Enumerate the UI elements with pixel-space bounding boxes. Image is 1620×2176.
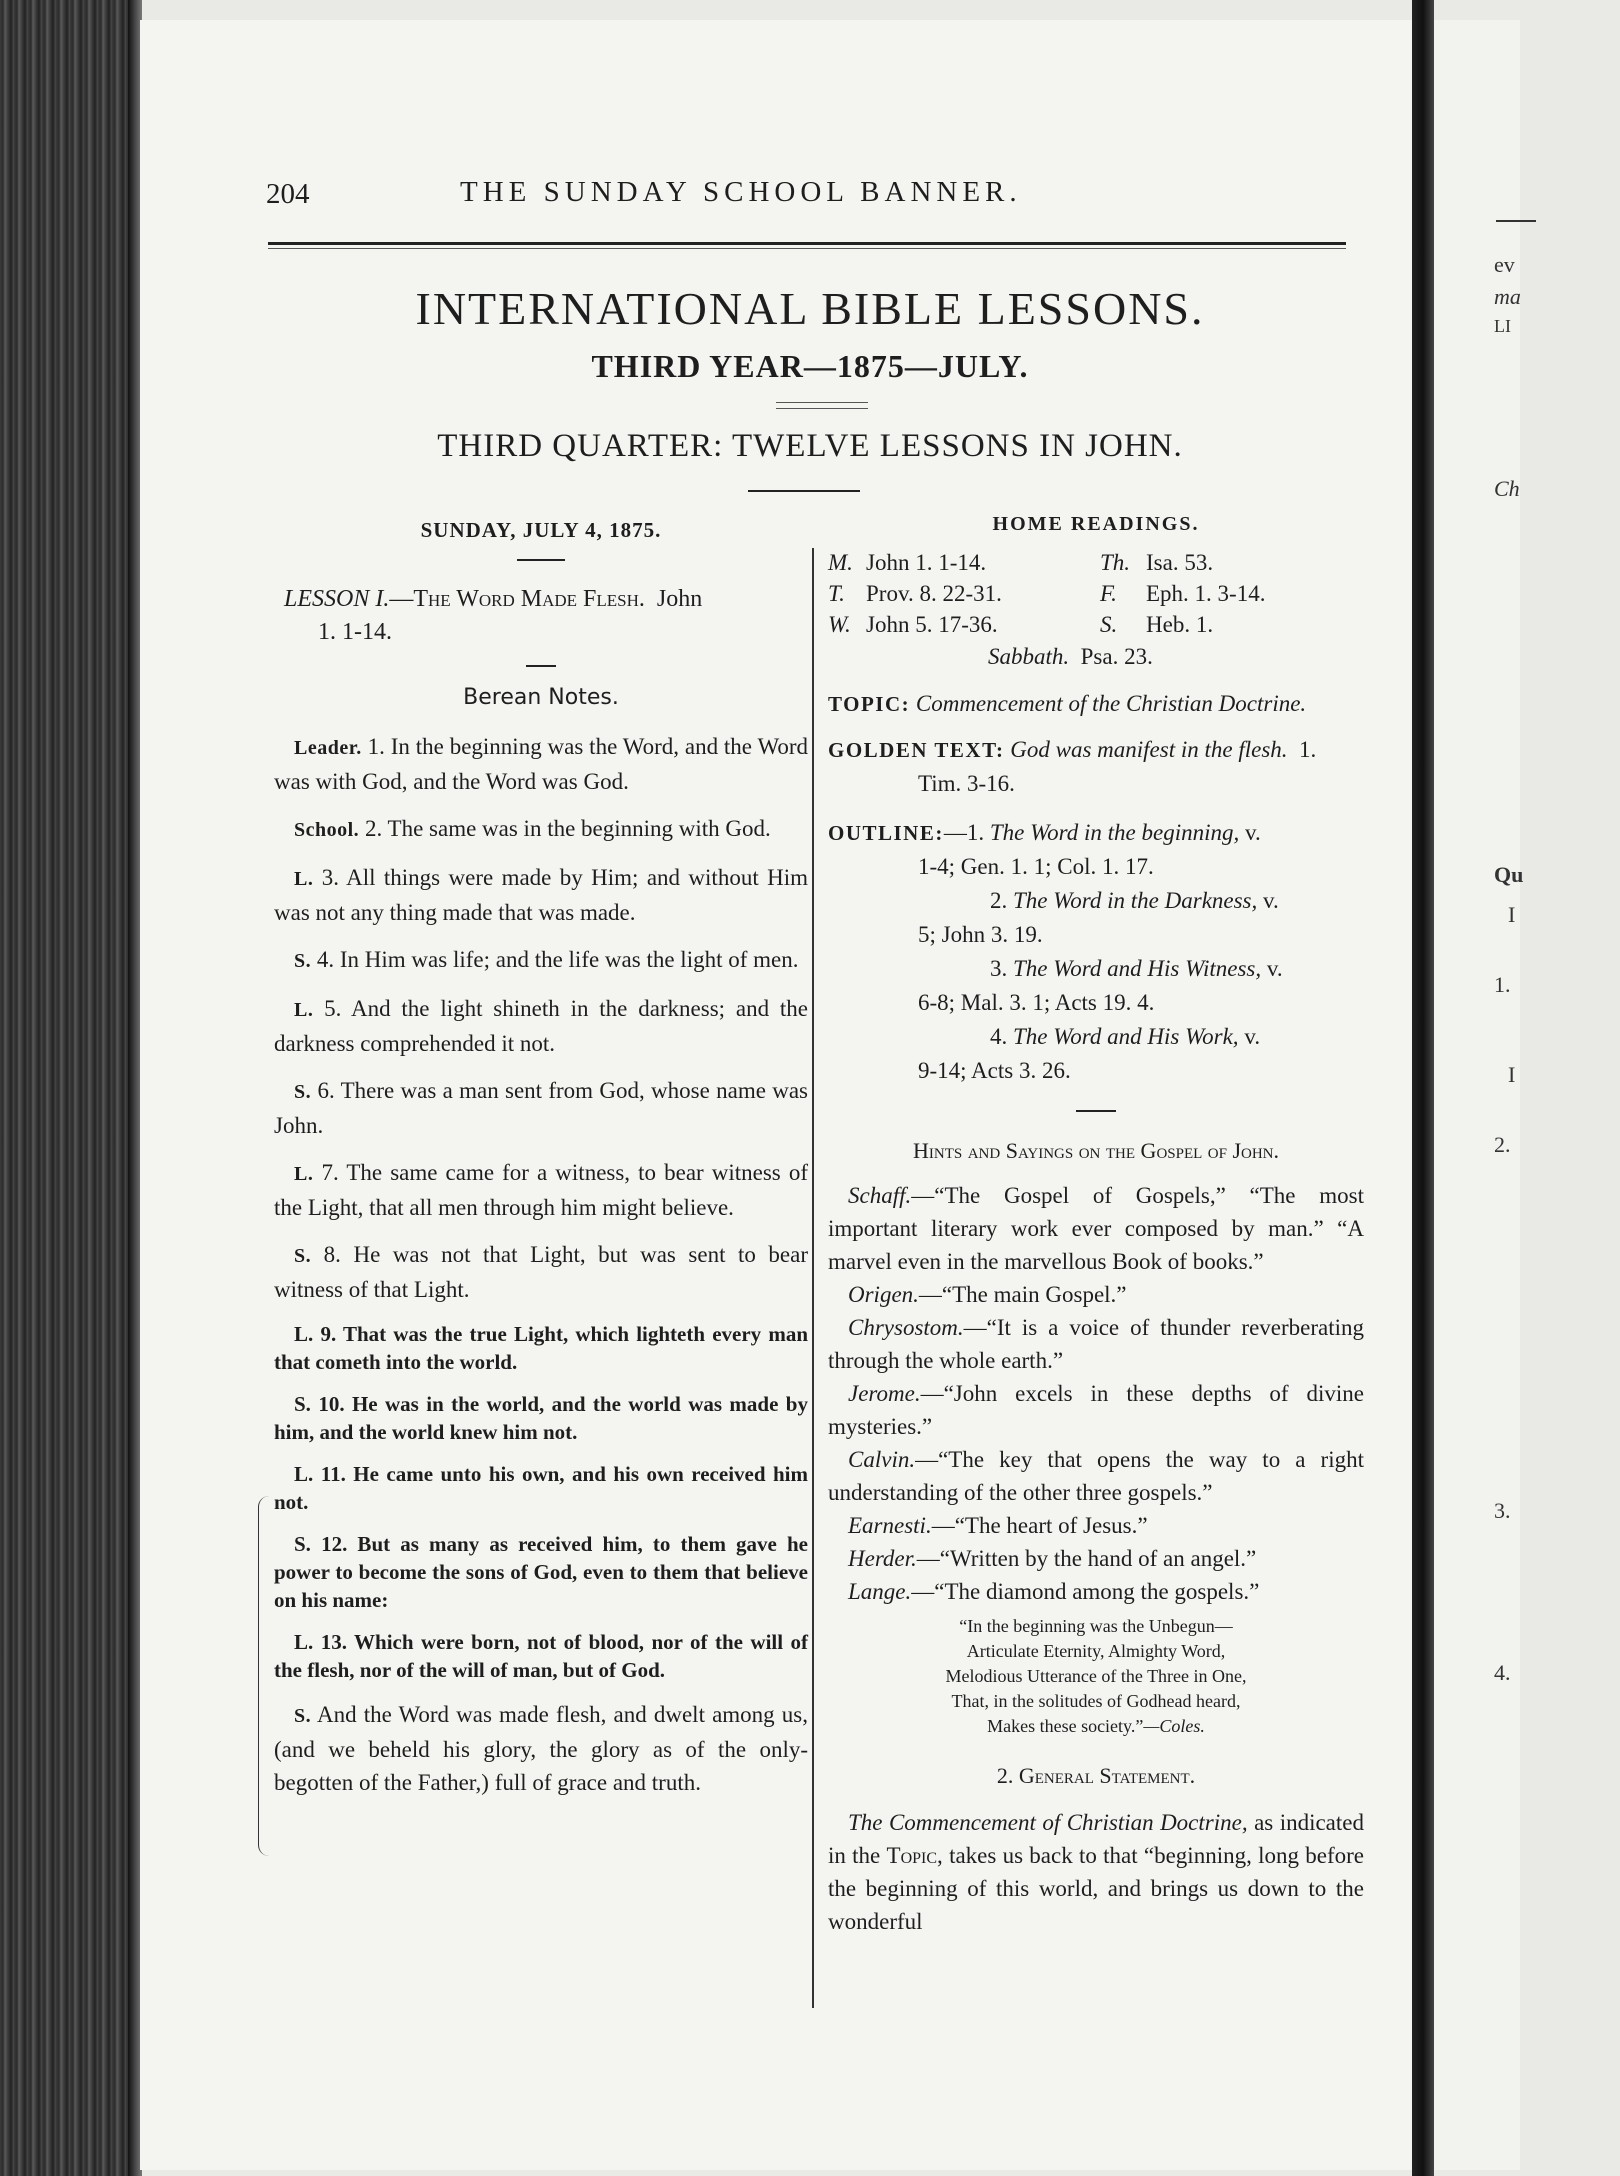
saying-text: —“The main Gospel.”	[918, 1282, 1127, 1307]
outline-refs: 5; John 3. 19.	[918, 922, 1043, 947]
next-page-fragment: ev	[1494, 252, 1515, 277]
verse-text: 11. He came unto his own, and his own received him not.	[274, 1462, 808, 1514]
topic-label: TOPIC:	[828, 692, 911, 716]
verse-text: 9. That was the true Light, which lighteth every man that cometh into the world.	[274, 1322, 809, 1374]
saying-text: —“John excels in these depths of divine mysteries.”	[828, 1381, 1364, 1439]
verse-speaker: L.	[294, 999, 314, 1021]
verse	[274, 1156, 808, 1224]
verse-speaker: L.	[294, 868, 314, 890]
verse-speaker: S.	[294, 1081, 312, 1103]
bold-verse	[274, 1460, 808, 1516]
general-statement-title: 2. General Statement.	[996, 1763, 1196, 1788]
next-page-fragment: LI	[1494, 316, 1511, 336]
saying-text: —“The diamond among the gospels.”	[911, 1579, 1260, 1604]
general-statement-text: takes us back to that “beginning, long before the beginning of this world, and brings us down to the wonderful	[828, 1843, 1364, 1934]
saying-author: Chrysostom.	[848, 1315, 964, 1340]
outline-v: v.	[1244, 820, 1261, 845]
ornament-rule	[776, 408, 868, 409]
lesson-date: SUNDAY, JULY 4, 1875.	[420, 518, 662, 542]
saying-author: Herder.	[848, 1546, 917, 1571]
saying-author: Calvin.	[848, 1447, 916, 1472]
next-page-fragment: I	[1508, 902, 1516, 927]
verse-speaker: L.	[294, 1163, 314, 1185]
golden-text-quote: God was manifest in the flesh.	[1010, 737, 1288, 762]
verse-text: 4. In Him was life; and the life was the light of men.	[316, 947, 799, 972]
golden-text	[828, 733, 1364, 800]
divider	[517, 559, 565, 561]
ornament-rule	[776, 402, 868, 403]
outline-v: v.	[1263, 888, 1279, 913]
header-rule	[268, 242, 1346, 245]
bold-verse	[274, 1530, 808, 1614]
reading-day: T.	[828, 581, 845, 606]
reading-row	[828, 609, 1265, 640]
reading-day: S.	[1100, 612, 1118, 637]
notes-title: Berean Notes.	[463, 685, 619, 710]
verse-text: 13. Which were born, not of blood, nor of the will of the flesh, nor of the will of man, but of God.	[274, 1630, 808, 1682]
saying	[828, 1542, 1364, 1575]
general-statement-italic: The Commencement of Christian Doctrine,	[848, 1810, 1248, 1835]
quarter-heading: THIRD QUARTER: TWELVE LESSONS IN JOHN.	[437, 428, 1183, 464]
lesson-ref: John	[656, 586, 703, 612]
verse-text: 6. There was a man sent from God, whose name was John.	[274, 1078, 809, 1138]
saying-author: Earnesti.	[848, 1513, 932, 1538]
verse-speaker: Leader.	[294, 737, 362, 759]
verse-speaker: L.	[294, 1322, 314, 1346]
next-page-fragment: 1.	[1494, 972, 1511, 997]
verse-speaker: S.	[294, 1245, 312, 1267]
reading-row	[828, 547, 1265, 578]
reading-day: Sabbath.	[988, 644, 1070, 669]
quarter-rule	[748, 490, 860, 492]
verse	[274, 1074, 808, 1142]
reading-ref: Isa. 53.	[1146, 550, 1214, 575]
saying-author: Jerome.	[848, 1381, 921, 1406]
golden-text-ref: 1. Tim. 3-16.	[918, 737, 1317, 796]
outline-v: v.	[1244, 1024, 1261, 1049]
reading-ref: John 1. 1-14.	[866, 550, 987, 575]
saying-author: Schaff.	[848, 1183, 912, 1208]
topic-text: Commencement of the Christian Doctrine.	[915, 691, 1307, 716]
verse-text: 7. The same came for a witness, to bear witness of the Light, that all men through him might believe.	[274, 1160, 809, 1220]
reading-day: F.	[1100, 581, 1117, 606]
left-column	[274, 514, 808, 1813]
verse-speaker: S.	[294, 1532, 311, 1556]
outline-title: The Word and His Work,	[1013, 1024, 1239, 1049]
reading-ref: John 5. 17-36.	[866, 612, 998, 637]
saying-text: —“The heart of Jesus.”	[931, 1513, 1148, 1538]
next-page-fragment: ma	[1494, 284, 1521, 309]
verse-speaker: S.	[294, 1392, 311, 1416]
right-column	[828, 508, 1364, 1938]
saying-author: Lange.	[848, 1579, 912, 1604]
outline-v: v.	[1266, 956, 1283, 981]
poem-line: Melodious Utterance of the Three in One,	[945, 1666, 1247, 1686]
verse-text: 12. But as many as received him, to them gave he power to become the sons of God, even to them that believe on his name:	[274, 1532, 808, 1612]
saying-text: —“The Gospel of Gospels,” “The most important literary work ever composed by man.” “A marvel even in the marvellous Book of books.”	[828, 1183, 1364, 1274]
poem-line-text: Makes these society.”	[987, 1716, 1144, 1736]
verse	[274, 1238, 808, 1306]
main-title: INTERNATIONAL BIBLE LESSONS.	[415, 283, 1205, 334]
running-head-title: THE SUNDAY SCHOOL BANNER.	[460, 176, 1022, 208]
reading-day: W.	[828, 612, 851, 637]
verse-text: 3. All things were made by Him; and without Him was not any thing made that was made.	[274, 865, 808, 925]
outline-item	[828, 816, 1364, 884]
verse-text: 1. In the beginning was the Word, and the Word was with God, and the Word was God.	[274, 734, 808, 794]
outline-label: OUTLINE:	[828, 821, 944, 845]
sayings	[828, 1179, 1364, 1608]
outline-refs: 6-8; Mal. 3. 1; Acts 19. 4.	[918, 990, 1155, 1015]
poem-line: That, in the solitudes of Godhead heard,	[951, 1691, 1241, 1711]
saying	[828, 1311, 1364, 1377]
outline-item	[828, 1020, 1364, 1088]
next-page-fragment: I	[1508, 1062, 1516, 1087]
verse-text: And the Word was made flesh, and dwelt among us, (and we beheld his glory, the glory as of the only-begotten of the Father,) full of grace and truth.	[274, 1702, 808, 1795]
verse-text: 8. He was not that Light, but was sent to bear witness of that Light.	[274, 1242, 808, 1302]
verse-speaker: S.	[294, 1705, 312, 1727]
saying	[828, 1179, 1364, 1278]
general-statement	[828, 1806, 1364, 1938]
verse-text: 2. The same was in the beginning with God.	[364, 816, 771, 841]
saying	[828, 1377, 1364, 1443]
verse-speaker: L.	[294, 1630, 314, 1654]
bold-verse	[274, 1628, 808, 1684]
reading-ref: Heb. 1.	[1146, 612, 1214, 637]
poem-author: —Coles.	[1143, 1716, 1205, 1736]
hints-title: Hints and Sayings on the Gospel of John.	[912, 1138, 1280, 1163]
outline-refs: 9-14; Acts 3. 26.	[918, 1058, 1071, 1083]
reading-ref: Psa. 23.	[1080, 644, 1153, 669]
column-divider	[812, 548, 814, 2008]
verse	[274, 730, 808, 798]
outline-num: 2.	[990, 888, 1008, 913]
outline-item	[828, 884, 1364, 952]
lesson-ref-verses: 1. 1-14.	[318, 619, 392, 645]
outline-num: 3.	[990, 956, 1008, 981]
sabbath-reading	[828, 640, 1364, 673]
bold-verse	[274, 1390, 808, 1446]
verse	[274, 861, 808, 929]
home-readings-table	[828, 547, 1265, 640]
verse-speaker: S.	[294, 950, 312, 972]
saying-text: —“The key that opens the way to a right understanding of the other three gospels.”	[828, 1447, 1364, 1505]
header-rule-thin	[268, 248, 1346, 249]
next-page-edge	[1434, 20, 1524, 2170]
subtitle: THIRD YEAR—1875—JULY.	[591, 348, 1029, 384]
saying-text: —“Written by the hand of an angel.”	[916, 1546, 1257, 1571]
margin-bracket	[258, 1496, 269, 1856]
topic	[828, 687, 1364, 721]
saying-text: —“It is a voice of thunder reverberating through the whole earth.”	[828, 1315, 1364, 1373]
verse	[274, 943, 808, 978]
next-page-fragment: 3.	[1494, 1498, 1511, 1523]
divider	[526, 665, 556, 667]
verse	[274, 812, 808, 847]
outline-title: The Word and His Witness,	[1013, 956, 1262, 981]
general-statement-text: as indicated in the	[828, 1810, 1364, 1868]
outline-item	[828, 952, 1364, 1020]
saying-author: Origen.	[848, 1282, 919, 1307]
reading-ref: Prov. 8. 22-31.	[866, 581, 1002, 606]
next-page-rule	[1496, 220, 1536, 222]
verse-text: 5. And the light shineth in the darkness; and the darkness comprehended it not.	[274, 996, 809, 1056]
poem	[828, 1614, 1364, 1739]
verse	[274, 992, 808, 1060]
verse-speaker: School.	[294, 819, 360, 841]
lesson-title	[274, 583, 808, 649]
outline-num: —1.	[943, 820, 985, 845]
lesson-label: LESSON I.	[284, 586, 390, 612]
poem-line: Articulate Eternity, Almighty Word,	[966, 1641, 1226, 1661]
next-page-fragment: Qu	[1494, 862, 1524, 887]
reading-day: M.	[828, 550, 853, 575]
reading-ref: Eph. 1. 3-14.	[1146, 581, 1266, 606]
golden-text-label: GOLDEN TEXT:	[828, 738, 1005, 762]
saying	[828, 1443, 1364, 1509]
next-page-fragment: Ch	[1494, 476, 1520, 501]
outline-title: The Word in the beginning,	[989, 820, 1240, 845]
verse-text: 10. He was in the world, and the world was made by him, and the world knew him not.	[274, 1392, 808, 1444]
bold-verse	[274, 1320, 808, 1376]
divider	[1076, 1110, 1116, 1112]
general-statement-topic: Topic,	[886, 1843, 943, 1868]
page-number: 204	[266, 178, 310, 210]
outline-title: The Word in the Darkness,	[1013, 888, 1258, 913]
lesson-title-text: —The Word Made Flesh.	[389, 586, 645, 612]
next-page-fragment: 2.	[1494, 1132, 1511, 1157]
poem-line: “In the beginning was the Unbegun—	[959, 1616, 1233, 1636]
outline-refs: 1-4; Gen. 1. 1; Col. 1. 17.	[918, 854, 1154, 879]
verse-speaker: L.	[294, 1462, 314, 1486]
reading-row	[828, 578, 1265, 609]
verse	[274, 1698, 808, 1799]
reading-day: Th.	[1100, 550, 1131, 575]
outline-num: 4.	[990, 1024, 1008, 1049]
next-page-fragment: 4.	[1494, 1660, 1511, 1685]
home-readings-title: HOME READINGS.	[992, 513, 1200, 535]
poem-line	[828, 1714, 1364, 1739]
saying	[828, 1509, 1364, 1542]
saying	[828, 1575, 1364, 1608]
saying	[828, 1278, 1364, 1311]
outline	[828, 816, 1364, 1088]
